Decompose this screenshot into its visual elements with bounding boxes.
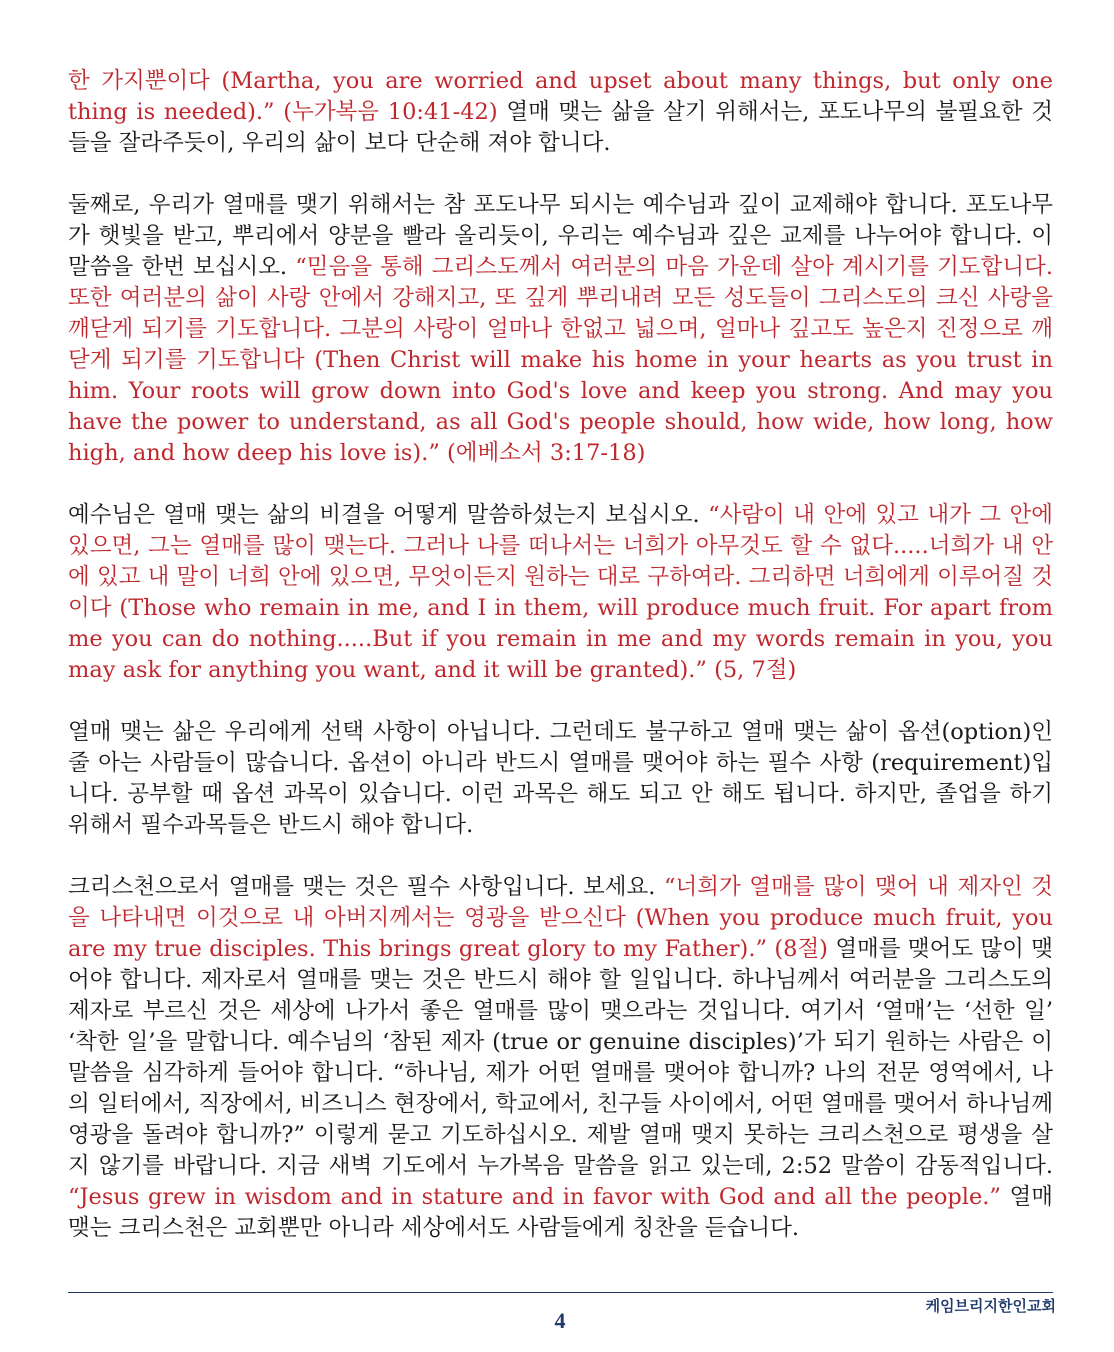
- paragraph-2: [68, 190, 1053, 469]
- footer-rule: [68, 1292, 1053, 1293]
- body-text: 열매 맺는 삶을 살기 위해서는, 포도나무의 불필요한 것들을 잘라주듯이, 우리의 삶이 보다 단순해 져야 합니다.: [68, 99, 1053, 156]
- body-text: 열매를 맺어도 많이 맺어야 합니다. 제자로서 열매를 맺는 것은 반드시 해야 할 일입니다. 하나님께서 여러분을 그리스도의 제자로 부르신 것은 세상에 나가서 좋은 열매를 많이 맺으라는 것입니다. 여기서 ‘열매’는 ‘선한 일’ ‘착한 일’을 말합니다. 예수님의 ‘참된 제자 (true or genuine disciples)’가 되기 원하는 사람은 이 말씀을 심각하게 들어야 합니다. “하나님, 제가 어떤 열매를 맺어야 합니까? 나의 전문 영역에서, 나의 일터에서, 직장에서, 비즈니스 현장에서, 학교에서, 친구들 사이에서, 어떤 열매를 맺어서 하나님께 영광을 돌려야 합니까?” 이렇게 묻고 기도하십시오. 제발 열매 맺지 못하는 크리스천으로 평생을 살지 않기를 바랍니다. 지금 새벽 기도에서 누가복음 말씀을 읽고 있는데, 2:52 말씀이 감동적입니다.: [68, 936, 1053, 1179]
- church-name: 케임브리지한인교회: [925, 1297, 1056, 1315]
- paragraph-1: [68, 66, 1053, 159]
- scripture-quote: “Jesus grew in wisdom and in stature and in favor with God and all the people.”: [68, 1184, 1010, 1210]
- scripture-quote: “믿음을 통해 그리스도께서 여러분의 마음 가운데 살아 계시기를 기도합니다. 또한 여러분의 삶이 사랑 안에서 강해지고, 또 깊게 뿌리내려 모든 성도들이 그리스도의 크신 사랑을 깨닫게 되기를 기도합니다. 그분의 사랑이 얼마나 한없고 넓으며, 얼마나 깊고도 높은지 진정으로 깨닫게 되기를 기도합니다 (Then Christ will make his home in your hearts as you trust in him. Your roots will grow down into God's love and keep you strong. And may you have the power to understand, as all God's people should, how wide, how long, how high, and how deep his love is).” (에베소서 3:17-18): [68, 254, 1053, 466]
- paragraph-3: [68, 500, 1053, 686]
- scripture-quote: “사람이 내 안에 있고 내가 그 안에 있으면, 그는 열매를 많이 맺는다. 그러나 나를 떠나서는 너희가 아무것도 할 수 없다.....너희가 내 안에 있고 내 말이 너희 안에 있으면, 무엇이든지 원하는 대로 구하여라. 그리하면 너희에게 이루어질 것이다 (Those who remain in me, and I in them, will produce much fruit. For apart from me you can do nothing.....But if you remain in me and my words remain in you, you may ask for anything you want, and it will be granted).” (5, 7절): [68, 502, 1053, 683]
- body-text: 둘째로, 우리가 열매를 맺기 위해서는 참 포도나무 되시는 예수님과 깊이 교제해야 합니다. 포도나무가 햇빛을 받고, 뿌리에서 양분을 빨라 올리듯이, 우리는 예수님과 깊은 교제를 나누어야 합니다. 이 말씀을 한번 보십시오.: [68, 192, 1053, 280]
- scripture-quote: “너희가 열매를 많이 맺어 내 제자인 것을 나타내면 이것으로 내 아버지께서는 영광을 받으신다 (When you produce much fruit, you are my true disciples. This brings great glory to my Father).” (8절): [68, 874, 1053, 962]
- body-text: 열매 맺는 삶은 우리에게 선택 사항이 아닙니다. 그런데도 불구하고 열매 맺는 삶이 옵션(option)인 줄 아는 사람들이 많습니다. 옵션이 아니라 반드시 열매를 맺어야 하는 필수 사항 (requirement)입니다. 공부할 때 옵션 과목이 있습니다. 이런 과목은 해도 되고 안 해도 됩니다. 하지만, 졸업을 하기 위해서 필수과목들은 반드시 해야 합니다.: [68, 719, 1053, 838]
- paragraph-4: [68, 717, 1053, 841]
- scripture-quote: 한 가지뿐이다 (Martha, you are worried and upset about many things, but only one thing is needed).” (누가복음 10:41-42): [68, 68, 1053, 125]
- body-text: 열매 맺는 크리스천은 교회뿐만 아니라 세상에서도 사람들에게 칭찬을 듣습니다.: [68, 1184, 1053, 1241]
- paragraph-5: [68, 872, 1053, 1244]
- body-text: 예수님은 열매 맺는 삶의 비결을 어떻게 말씀하셨는지 보십시오.: [68, 502, 709, 528]
- page-number: 4: [554, 1308, 566, 1333]
- body-text: 크리스천으로서 열매를 맺는 것은 필수 사항입니다. 보세요.: [68, 874, 664, 900]
- document-body: [68, 66, 1053, 1244]
